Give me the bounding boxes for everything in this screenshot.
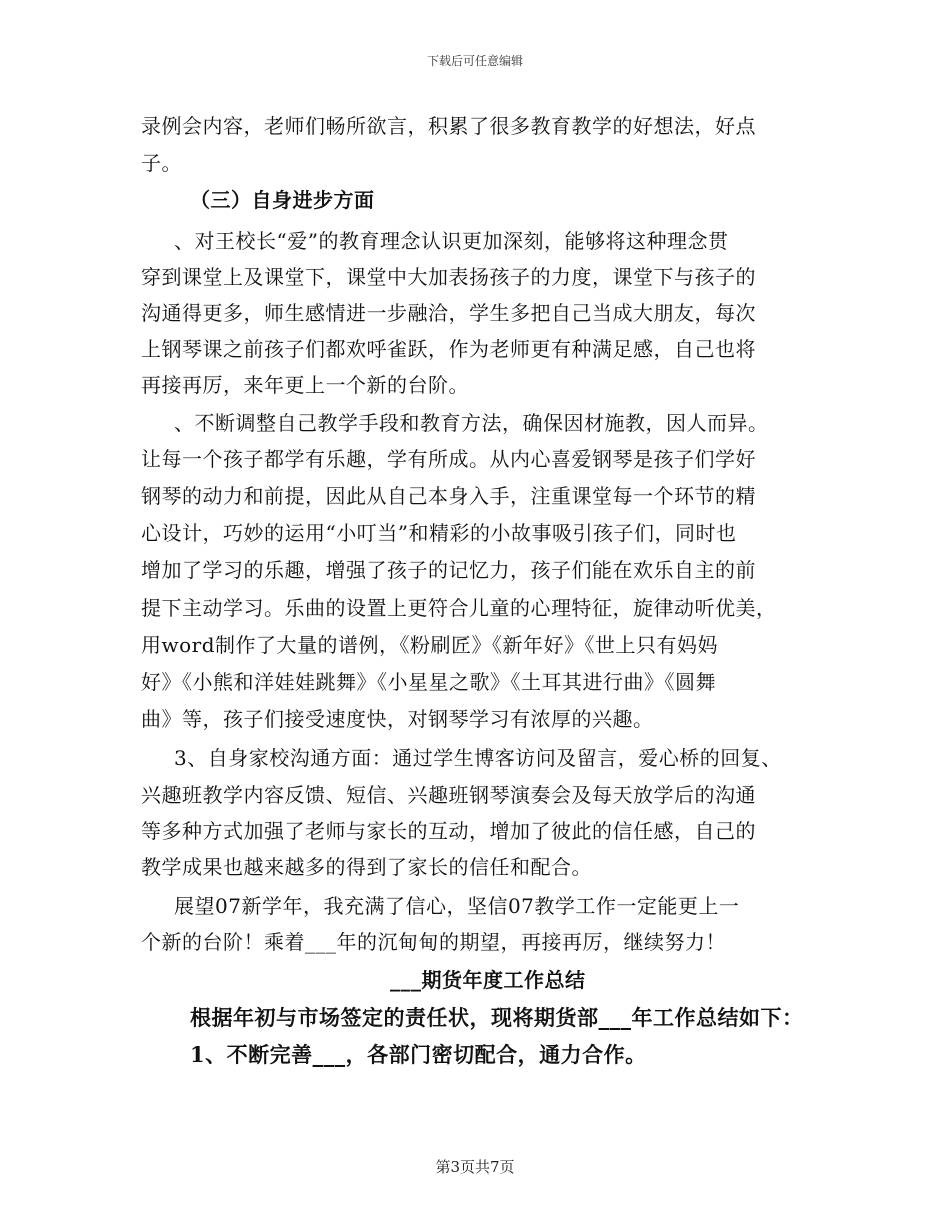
body-line-10: 让每一个孩子都学有乐趣，学有所成。从内心喜爱钢琴是孩子们学好: [141, 447, 756, 471]
body-line-19: 兴趣班教学内容反馈、短信、兴趣班钢琴演奏会及每天放学后的沟通: [141, 783, 756, 807]
body-line-16: 好》《小熊和洋娃娃跳舞》《小星星之歌》《土耳其进行曲》《圆舞: [141, 670, 716, 694]
section-heading: （三）自身进步方面: [190, 188, 375, 212]
body-line-2: 子。: [141, 151, 182, 175]
body-line-9: 、不断调整自己教学手段和教育方法，确保因材施教，因人而异。: [174, 411, 769, 435]
body-line-4: 、对王校长“爱”的教育理念认识更加深刻，能够将这种理念贯: [174, 229, 729, 253]
body-line-21: 教学成果也越来越多的得到了家长的信任和配合。: [141, 855, 592, 879]
document-title: ___期货年度工作总结: [390, 968, 586, 992]
body-line-1: 录例会内容，老师们畅所欲言，积累了很多教育教学的好想法，好点: [141, 114, 756, 138]
body-line-12: 心设计，巧妙的运用“小叮当”和精彩的小故事吸引孩子们，同时也: [141, 521, 737, 545]
body-line-17: 曲》等，孩子们接受速度快，对钢琴学习有浓厚的兴趣。: [141, 707, 654, 731]
page-number: 第3页共7页: [435, 1158, 515, 1176]
point-1-paragraph: 1、不断完善___，各部门密切配合，通力合作。: [190, 1042, 647, 1067]
body-line-18: 3、自身家校沟通方面：通过学生博客访问及留言，爱心桥的回复、: [174, 746, 782, 770]
body-line-7: 上钢琴课之前孩子们都欢呼雀跃，作为老师更有种满足感，自己也将: [141, 337, 756, 361]
body-line-6: 沟通得更多，师生感情进一步融洽，学生多把自己当成大朋友，每次: [141, 301, 756, 325]
body-line-5: 穿到课堂上及课堂下，课堂中大加表扬孩子的力度，课堂下与孩子的: [141, 265, 756, 289]
body-line-14: 提下主动学习。乐曲的设置上更符合儿童的心理特征，旋律动听优美，: [141, 596, 777, 620]
body-line-22: 展望07新学年，我充满了信心，坚信07教学工作一定能更上一: [174, 894, 740, 918]
body-line-13: 增加了学习的乐趣，增强了孩子的记忆力，孩子们能在欢乐自主的前: [141, 558, 756, 582]
body-line-23: 个新的台阶！乘着___年的沉甸甸的期望，再接再厉，继续努力！: [141, 930, 726, 954]
intro-paragraph: 根据年初与市场签定的责任状，现将期货部___年工作总结如下：: [190, 1005, 804, 1030]
page-header: 下载后可任意编辑: [426, 54, 523, 68]
body-line-15: 用word制作了大量的谱例，《粉刷匠》《新年好》《世上只有妈妈: [141, 633, 719, 657]
body-line-8: 再接再厉，来年更上一个新的台阶。: [141, 373, 469, 397]
body-line-11: 钢琴的动力和前提，因此从自己本身入手，注重课堂每一个环节的精: [141, 484, 756, 508]
body-line-20: 等多种方式加强了老师与家长的互动，增加了彼此的信任感，自己的: [141, 819, 756, 843]
